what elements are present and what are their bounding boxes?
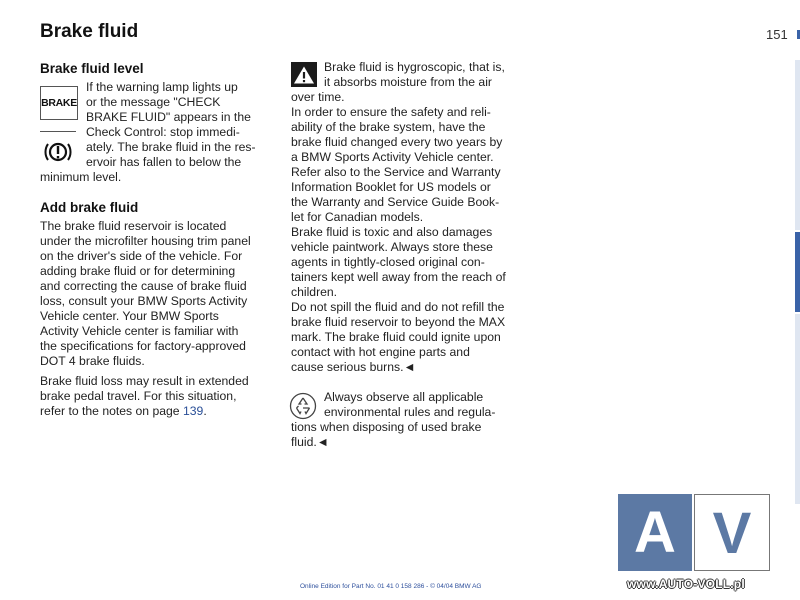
brake-warning-icon: [40, 86, 78, 120]
page-title: Brake fluid: [40, 21, 139, 42]
text-line: cause serious burns.◄: [291, 360, 416, 374]
text-line: Brake fluid loss may result in extended: [40, 374, 249, 388]
brake-icon-label: BRAKE: [41, 97, 77, 109]
text-line: contact with hot engine parts and: [291, 345, 470, 359]
text-line: children.: [291, 285, 338, 299]
watermark-logo-a: [618, 494, 692, 571]
text-line: mark. The brake fluid could ignite upon: [291, 330, 501, 344]
watermark-url: www.AUTO-VOLL.pl: [627, 577, 745, 591]
text-line: If the warning lamp lights up: [86, 80, 238, 94]
text-line: under the microfilter housing trim panel: [40, 234, 251, 248]
edge-tab: [795, 60, 800, 230]
section-heading-add: Add brake fluid: [40, 200, 139, 215]
text-line: BRAKE FLUID" appears in the: [86, 110, 251, 124]
text-fragment: .: [203, 404, 207, 418]
text-line: on the driver's side of the vehicle. For: [40, 249, 243, 263]
page-reference-link[interactable]: 139: [182, 404, 204, 418]
text-line: tions when disposing of used brake: [291, 420, 482, 434]
add-text-block: [40, 219, 285, 369]
text-line: Vehicle center. Your BMW Sports: [40, 309, 219, 323]
text-line: let for Canadian models.: [291, 210, 424, 224]
text-line: Always observe all applicable: [324, 390, 484, 404]
edge-tab: [795, 314, 800, 504]
text-line: fluid.◄: [291, 435, 329, 449]
text-line: Brake fluid is toxic and also damages: [291, 225, 493, 239]
text-line: brake pedal travel. For this situation,: [40, 389, 237, 403]
text-line: In order to ensure the safety and reli-: [291, 105, 491, 119]
text-line: adding brake fluid or for determining: [40, 264, 236, 278]
text-fragment: refer to the notes on page: [40, 404, 183, 418]
brake-circle-warning-icon: [40, 131, 76, 168]
edge-tab-active: [795, 232, 800, 312]
text-line: agents in tightly-closed original con-: [291, 255, 485, 269]
page-number: 151: [766, 27, 788, 42]
text-line: Do not spill the fluid and do not refill the: [291, 300, 505, 314]
text-line: Check Control: stop immedi-: [86, 125, 240, 139]
text-line: a BMW Sports Activity Vehicle center.: [291, 150, 494, 164]
text-line: Activity Vehicle center is familiar with: [40, 324, 239, 338]
text-line: ately. The brake fluid in the res-: [86, 140, 256, 154]
text-line: loss, consult your BMW Sports Activity: [40, 294, 248, 308]
text-line: DOT 4 brake fluids.: [40, 354, 145, 368]
text-line: and correcting the cause of brake fluid: [40, 279, 247, 293]
section-heading-level: Brake fluid level: [40, 61, 144, 76]
loss-text-block: [40, 374, 285, 419]
footer-edition-note: Online Edition for Part No. 01 41 0 158 286 - © 04/04 BMW AG: [300, 583, 482, 590]
text-line: ervoir has fallen to below the: [86, 155, 242, 169]
warning-triangle-icon: [291, 62, 317, 87]
text-line: Brake fluid is hygroscopic, that is,: [324, 60, 505, 74]
text-line: minimum level.: [40, 170, 122, 184]
level-text-block: [86, 80, 286, 170]
text-line: the specifications for factory-approved: [40, 339, 246, 353]
text-line: The brake fluid reservoir is located: [40, 219, 227, 233]
recycle-icon: [289, 392, 317, 420]
warning-text-head: [324, 60, 539, 90]
text-line: environmental rules and regula-: [324, 405, 496, 419]
logo-letter-v: V: [712, 501, 752, 566]
text-line: tainers kept well away from the reach of: [291, 270, 506, 284]
env-text-head: [324, 390, 539, 420]
text-line: the Warranty and Service Guide Book-: [291, 195, 500, 209]
text-line: Information Booklet for US models or: [291, 180, 491, 194]
env-text-block: [291, 420, 536, 450]
watermark-logo-v: [694, 494, 770, 571]
text-line-with-link: [40, 404, 285, 419]
text-line: or the message "CHECK: [86, 95, 221, 109]
text-line: Refer also to the Service and Warranty: [291, 165, 501, 179]
text-line: ability of the brake system, have the: [291, 120, 486, 134]
warning-text-block: [291, 90, 536, 375]
logo-letter-a: A: [634, 500, 676, 565]
text-line: brake fluid changed every two years by: [291, 135, 503, 149]
text-line: it absorbs moisture from the air: [324, 75, 492, 89]
text-line: over time.: [291, 90, 345, 104]
text-line: brake fluid reservoir to beyond the MAX: [291, 315, 506, 329]
text-line: vehicle paintwork. Always store these: [291, 240, 493, 254]
